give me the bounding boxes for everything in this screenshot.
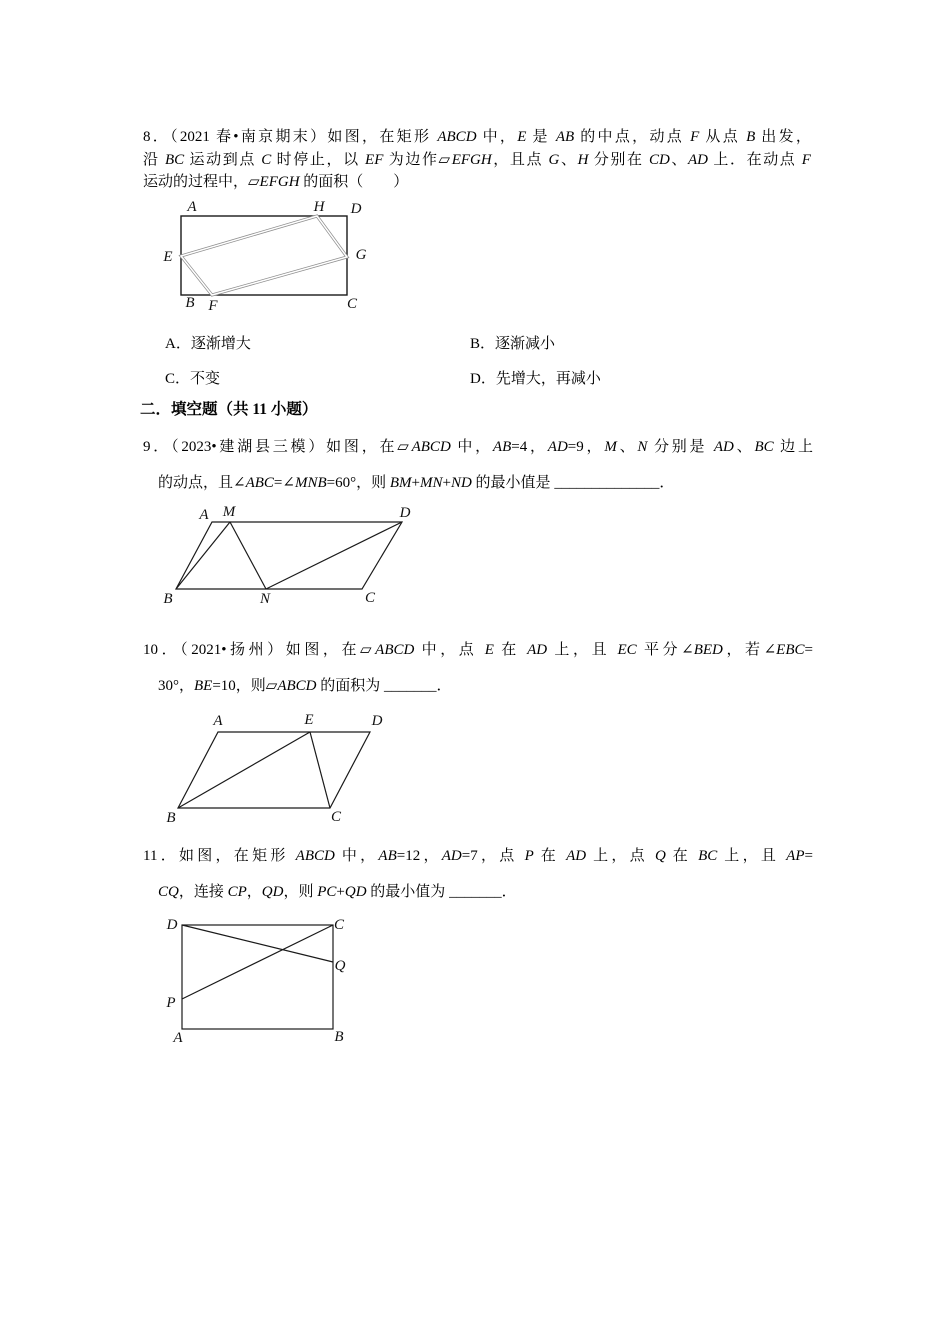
vertex-label-F: F	[208, 298, 218, 314]
vertex-label-B: B	[166, 810, 176, 826]
vertex-label-E: E	[304, 712, 314, 728]
parallelogram-EFGH-outer	[181, 216, 347, 295]
vertex-label-A: A	[199, 507, 209, 523]
vertex-label-Q: Q	[334, 958, 346, 974]
vertex-label-C: C	[330, 809, 342, 825]
figure-q10	[152, 705, 392, 827]
segment-D-Q	[182, 925, 333, 962]
parallelogram-ABCD	[178, 732, 370, 808]
segment-P-C	[182, 925, 333, 999]
vertex-label-A: A	[173, 1030, 183, 1046]
question-8-line-2: 沿 BC 运动到点 C 时停止，以 EF 为边作▱EFGH，且点 G、H 分别在 CD、AD 上．在动点 F	[143, 151, 811, 168]
rectangle-ABCD	[182, 925, 333, 1029]
question-10	[143, 632, 813, 704]
figure-q9	[152, 502, 417, 612]
question-8-line-1: 8．（2021 春•南京期末）如图，在矩形 ABCD 中，E 是 AB 的中点，动点 F 从点 B 出发，	[143, 129, 811, 145]
option-a: A．逐渐增大	[165, 336, 251, 352]
option-d: D．先增大，再减小	[470, 371, 601, 387]
vertex-label-B: B	[334, 1029, 344, 1045]
vertex-label-D: D	[350, 201, 362, 217]
vertex-label-D: D	[166, 917, 178, 933]
question-10-line-2: 30°，BE=10，则▱ABCD 的面积为 _______．	[158, 678, 452, 694]
vertex-label-D: D	[399, 505, 411, 521]
vertex-label-C: C	[364, 590, 376, 606]
vertex-label-E: E	[163, 249, 173, 265]
segment-M-N	[230, 522, 266, 589]
vertex-label-A: A	[213, 713, 223, 729]
question-9-line-1: 9．（2023•建湖县三模）如图，在▱ABCD 中，AB=4，AD=9，M、N 分别是 AD、BC 边上	[143, 439, 813, 455]
vertex-label-H: H	[313, 199, 325, 215]
vertex-label-C: C	[333, 917, 345, 933]
vertex-label-B: B	[163, 591, 173, 607]
figure-q8	[158, 196, 373, 318]
segment-B-M	[176, 522, 230, 589]
parallelogram-ABCD	[176, 522, 402, 589]
vertex-label-B: B	[185, 295, 195, 311]
question-9-line-2: 的动点，且∠ABC=∠MNB=60°，则 BM+MN+ND 的最小值是 ______________．	[158, 475, 675, 491]
question-10-line-1: 10．（2021•扬州）如图，在▱ABCD 中，点 E 在 AD 上，且 EC 平分∠BED，若∠EBC=	[143, 642, 813, 658]
vertex-label-M: M	[222, 504, 236, 520]
vertex-label-G: G	[355, 247, 367, 263]
vertex-label-N: N	[259, 591, 271, 607]
segment-E-C	[310, 732, 330, 808]
vertex-label-D: D	[371, 713, 383, 729]
vertex-label-A: A	[187, 199, 197, 215]
question-11	[143, 838, 813, 910]
vertex-label-P: P	[166, 995, 176, 1011]
question-9	[143, 429, 813, 501]
figure-q11	[152, 910, 362, 1047]
parallelogram-EFGH-inner	[181, 216, 347, 295]
question-11-line-2: CQ，连接 CP，QD，则 PC+QD 的最小值为 _______．	[158, 884, 517, 900]
question-11-line-1: 11．如图，在矩形 ABCD 中，AB=12，AD=7，点 P 在 AD 上，点 Q 在 BC 上，且 AP=	[143, 848, 813, 864]
question-8	[143, 126, 811, 194]
vertex-label-C: C	[346, 296, 358, 312]
option-c: C．不变	[165, 371, 221, 387]
question-8-line-3: 运动的过程中，▱EFGH 的面积（ ）	[143, 174, 409, 191]
section-header: 二．填空题（共 11 小题）	[140, 401, 318, 418]
rectangle-ABCD	[181, 216, 347, 295]
option-b: B．逐渐减小	[470, 336, 556, 352]
